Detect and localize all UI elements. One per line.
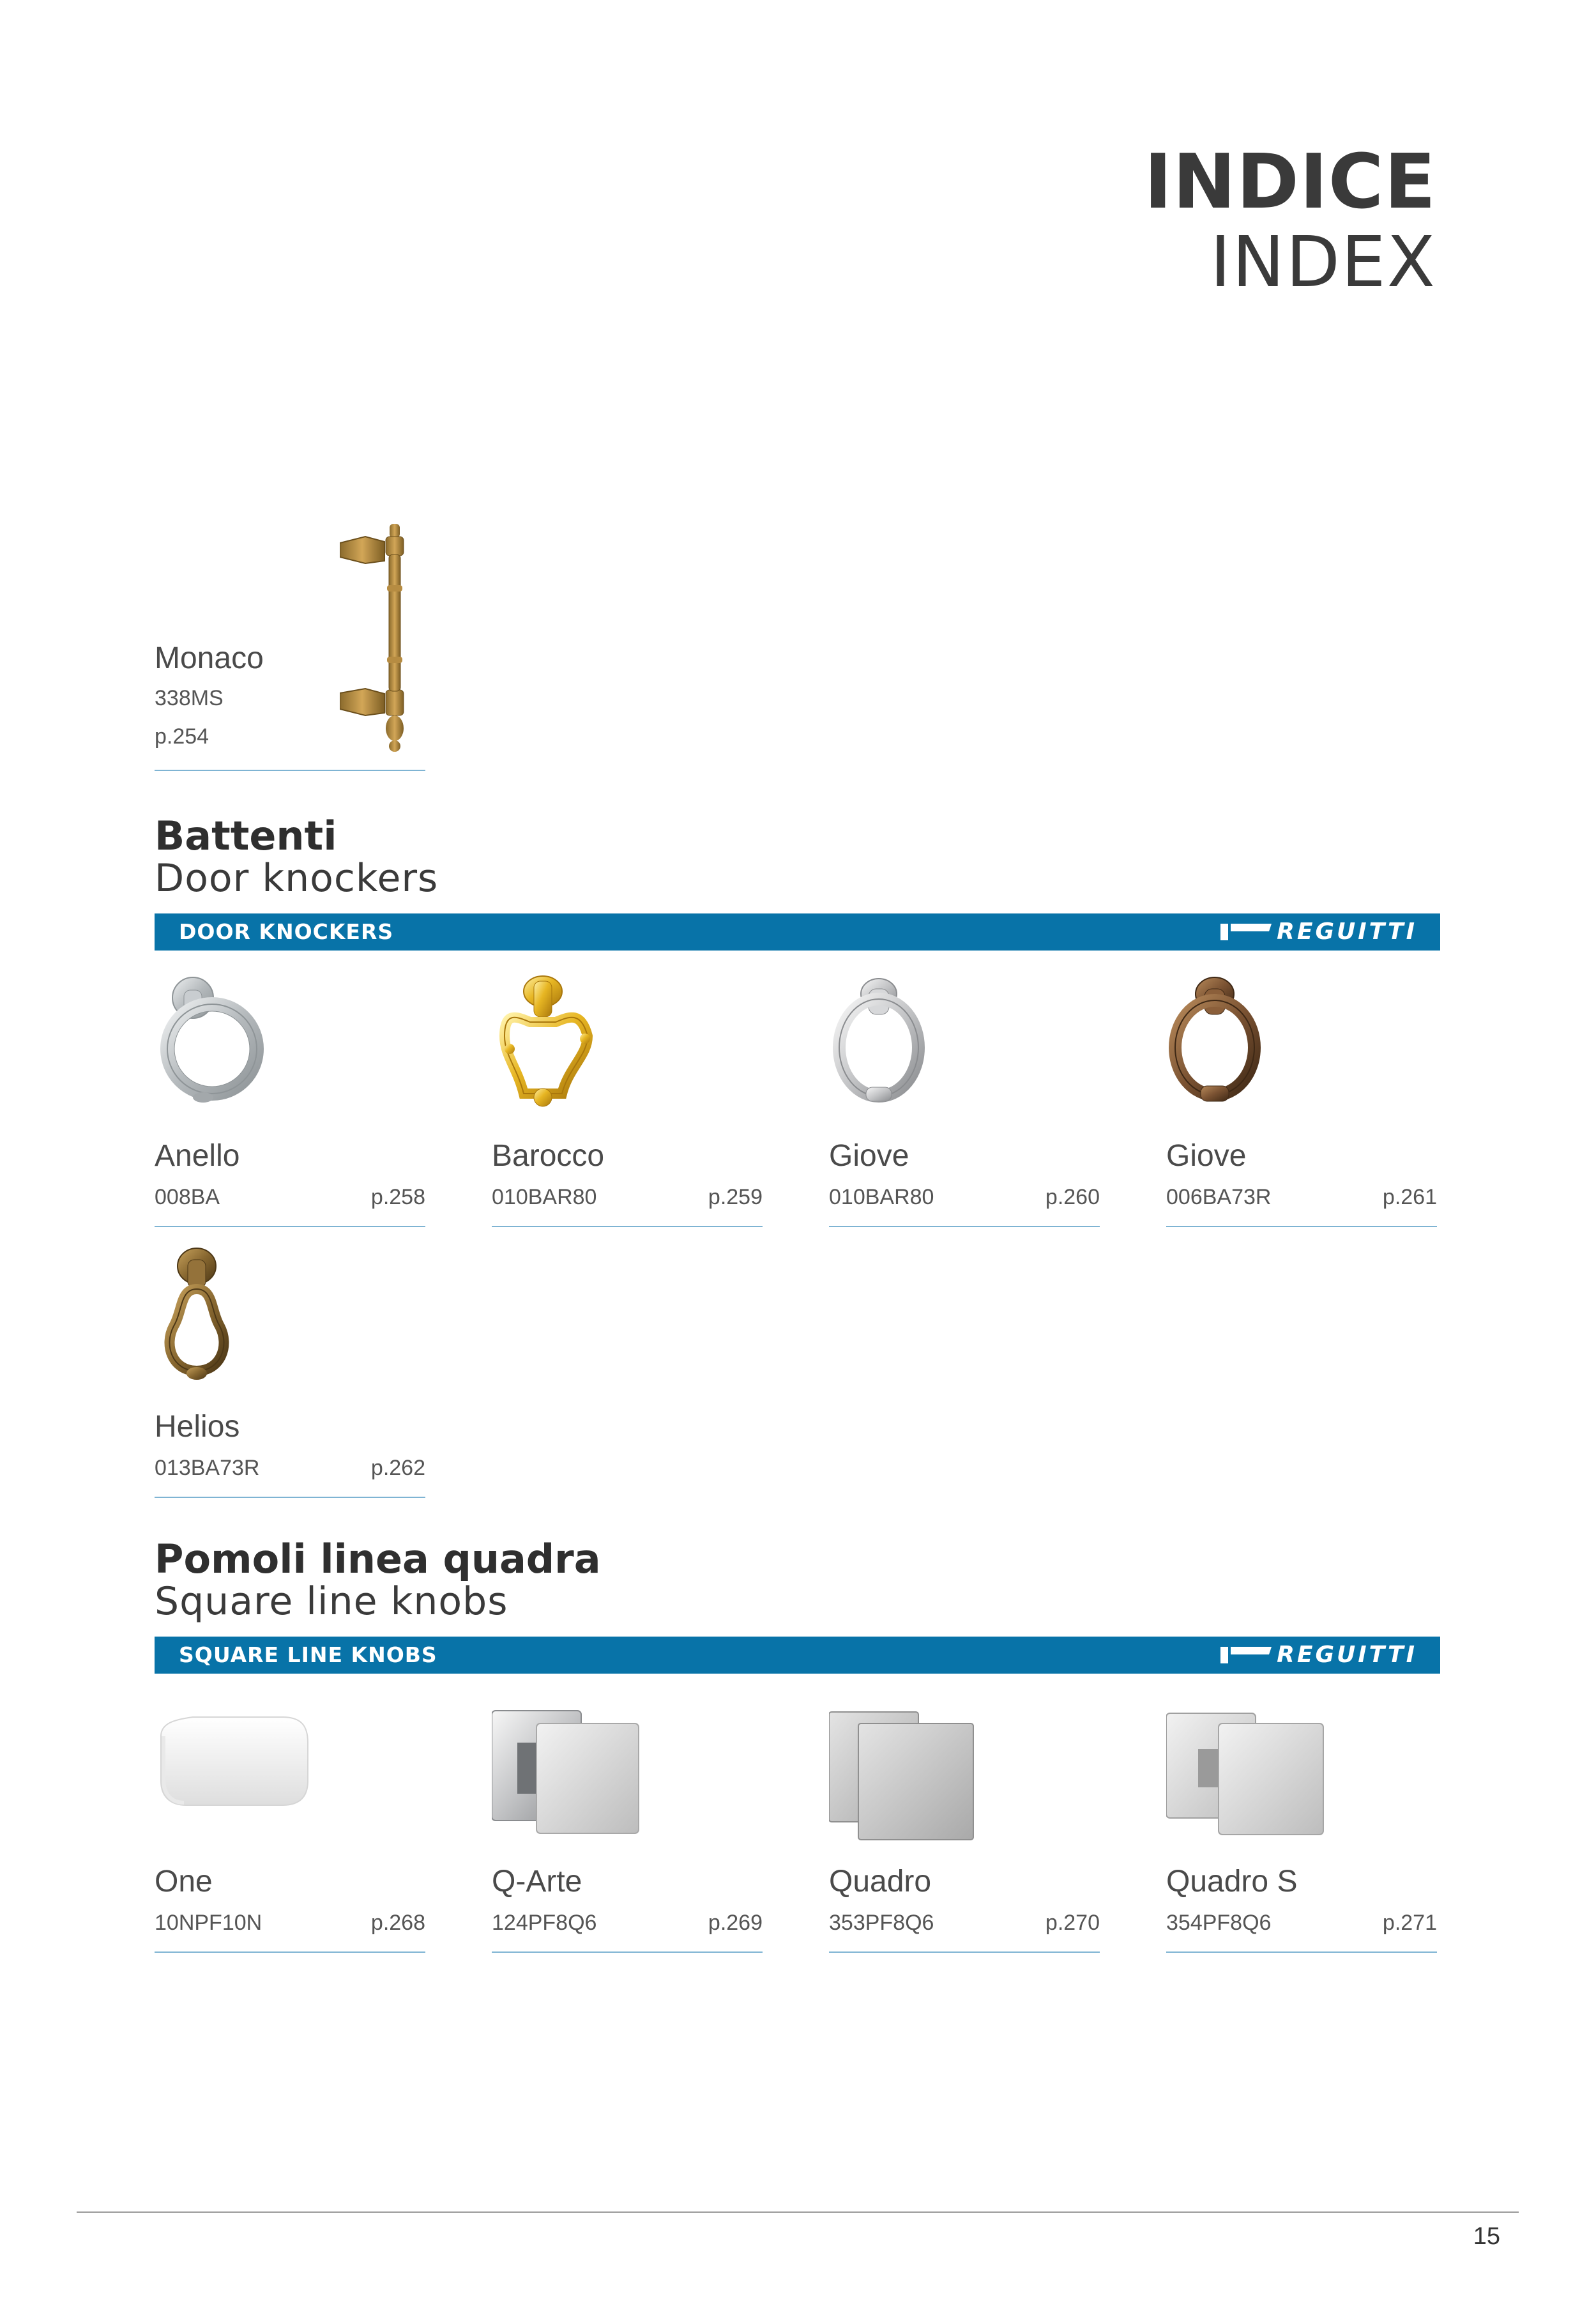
product-card-giove-chrome[interactable] bbox=[829, 972, 1100, 1241]
product-code: 010BAR80 bbox=[829, 1185, 934, 1209]
product-code: 008BA bbox=[155, 1185, 220, 1209]
square-knob-icon bbox=[1166, 1698, 1437, 1858]
square-knob-icon bbox=[492, 1698, 763, 1858]
brand-name: REGUITTI bbox=[1277, 919, 1417, 945]
product-name: Giove bbox=[829, 1139, 909, 1173]
product-page[interactable]: p.260 bbox=[1045, 1185, 1100, 1209]
brand-mark-icon bbox=[1220, 1646, 1273, 1665]
section-title-english: Square line knobs bbox=[155, 1579, 508, 1624]
product-card-monaco[interactable] bbox=[155, 524, 425, 776]
product-code: 353PF8Q6 bbox=[829, 1911, 934, 1935]
product-card-quadro[interactable] bbox=[829, 1698, 1100, 1966]
product-page[interactable]: p.268 bbox=[370, 1911, 425, 1935]
product-code: 010BAR80 bbox=[492, 1185, 597, 1209]
card-divider bbox=[492, 1226, 763, 1227]
card-divider bbox=[1166, 1952, 1437, 1953]
brand-name: REGUITTI bbox=[1277, 1642, 1417, 1668]
product-page[interactable]: p.269 bbox=[708, 1911, 763, 1935]
card-divider bbox=[829, 1952, 1100, 1953]
product-code: 338MS bbox=[155, 686, 224, 710]
product-page[interactable]: p.270 bbox=[1045, 1911, 1100, 1935]
card-divider bbox=[155, 770, 425, 771]
brand-mark-icon bbox=[1220, 922, 1273, 942]
section-title-english: Door knockers bbox=[155, 856, 439, 901]
product-card-barocco[interactable] bbox=[492, 972, 763, 1241]
card-divider bbox=[155, 1952, 425, 1953]
ring-knocker-icon bbox=[829, 972, 1100, 1132]
section-bar-label: DOOR KNOCKERS bbox=[179, 919, 394, 944]
product-name: Barocco bbox=[492, 1139, 605, 1173]
product-code: 013BA73R bbox=[155, 1456, 260, 1480]
card-divider bbox=[492, 1952, 763, 1953]
product-name: Quadro S bbox=[1166, 1865, 1298, 1898]
product-card-helios[interactable] bbox=[155, 1243, 425, 1511]
product-card-q-arte[interactable] bbox=[492, 1698, 763, 1966]
product-page[interactable]: p.261 bbox=[1382, 1185, 1437, 1209]
product-code: 124PF8Q6 bbox=[492, 1911, 597, 1935]
product-code: 006BA73R bbox=[1166, 1185, 1272, 1209]
product-name: Quadro bbox=[829, 1865, 932, 1898]
card-divider bbox=[155, 1226, 425, 1227]
product-card-quadro-s[interactable] bbox=[1166, 1698, 1437, 1966]
section-bar-square-line-knobs bbox=[155, 1637, 1440, 1674]
product-page[interactable]: p.271 bbox=[1382, 1911, 1437, 1935]
page-number: 15 bbox=[1473, 2223, 1500, 2250]
product-page[interactable]: p.262 bbox=[370, 1456, 425, 1480]
product-page[interactable]: p.258 bbox=[370, 1185, 425, 1209]
product-name: One bbox=[155, 1865, 213, 1898]
page-title-english: INDEX bbox=[1210, 221, 1436, 303]
pear-knocker-icon bbox=[155, 1243, 425, 1403]
product-name: Giove bbox=[1166, 1139, 1247, 1173]
ring-knocker-icon bbox=[155, 972, 425, 1132]
card-divider bbox=[829, 1226, 1100, 1227]
section-bar-label: SQUARE LINE KNOBS bbox=[179, 1642, 437, 1667]
pull-handle-icon bbox=[340, 524, 423, 754]
product-card-one[interactable] bbox=[155, 1698, 425, 1966]
product-page[interactable]: p.254 bbox=[155, 724, 209, 749]
product-page[interactable]: p.259 bbox=[708, 1185, 763, 1209]
product-card-anello[interactable] bbox=[155, 972, 425, 1241]
section-title-italian: Battenti bbox=[155, 813, 337, 859]
page-title-italian: INDICE bbox=[1144, 137, 1436, 225]
product-name: Helios bbox=[155, 1410, 240, 1444]
section-title-italian: Pomoli linea quadra bbox=[155, 1536, 601, 1582]
rounded-knob-icon bbox=[155, 1698, 425, 1858]
product-name: Anello bbox=[155, 1139, 240, 1173]
ring-knocker-icon bbox=[1166, 972, 1437, 1132]
brand-logo bbox=[1220, 920, 1417, 943]
card-divider bbox=[155, 1497, 425, 1498]
product-code: 354PF8Q6 bbox=[1166, 1911, 1272, 1935]
brand-logo bbox=[1220, 1644, 1417, 1667]
product-card-giove-bronze[interactable] bbox=[1166, 972, 1437, 1241]
product-name: Monaco bbox=[155, 641, 264, 675]
footer-divider bbox=[77, 2211, 1519, 2213]
product-name: Q-Arte bbox=[492, 1865, 582, 1898]
card-divider bbox=[1166, 1226, 1437, 1227]
section-bar-door-knockers bbox=[155, 913, 1440, 951]
product-code: 10NPF10N bbox=[155, 1911, 262, 1935]
baroque-knocker-icon bbox=[492, 972, 763, 1132]
square-knob-icon bbox=[829, 1698, 1100, 1858]
